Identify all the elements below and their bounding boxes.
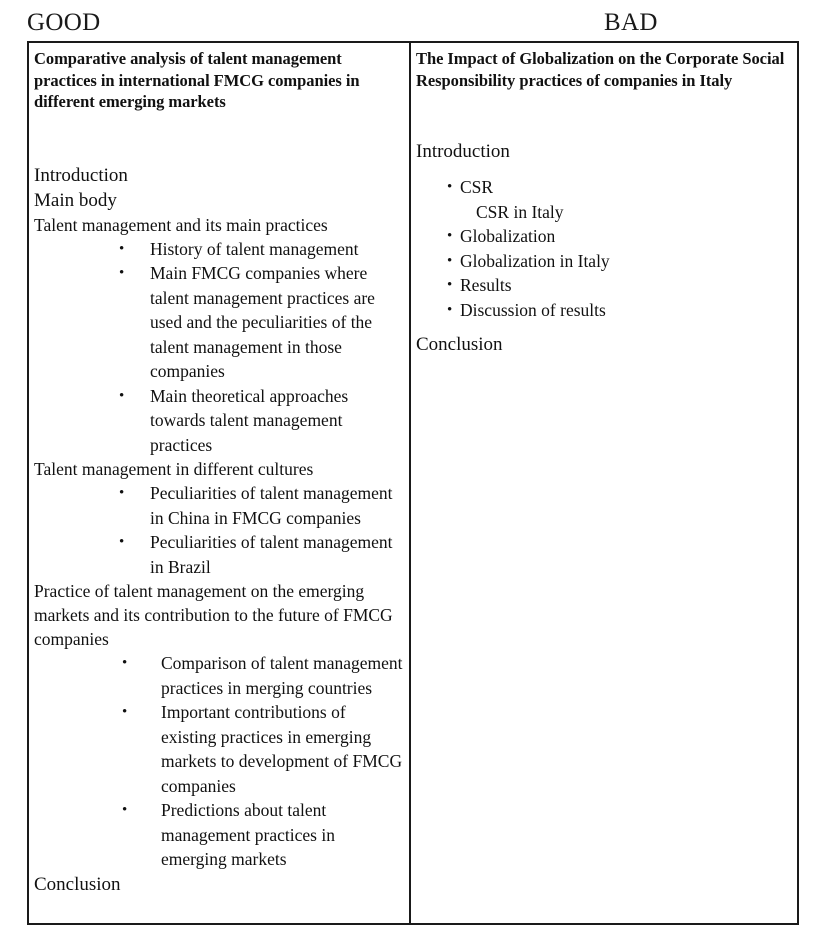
column-captions [0,8,823,40]
good-section-heading-2: Talent management in different cultures [34,459,314,479]
comparison-table [27,41,799,925]
bad-column-cell [411,43,797,923]
good-bullet-1-1: • History of talent management [150,238,359,259]
list-item [122,700,403,798]
list-item [447,175,791,200]
bad-sub-item: CSR in Italy [476,201,564,222]
bad-bullet-2: Globalization [460,226,556,246]
good-bullet-3-2: • Important contributions of existing practices in emerging markets to development of FMCG companies [161,702,403,796]
list-item [122,798,403,872]
bad-introduction-heading: Introduction [416,141,510,162]
good-bullet-3-1: • Comparison of talent management practices in merging countries [161,653,403,698]
list-item [447,273,791,298]
list-item [119,261,403,384]
good-bullet-list-1 [34,237,403,458]
list-item [119,237,403,262]
bad-bullet-5: Discussion of results [460,299,606,320]
good-section-heading-3: Practice of talent management on the emerging markets and its contribution to the future of FMCG companies [34,581,393,649]
bad-bullet-3: Globalization in Italy [460,250,610,271]
good-section-heading-1: Talent management and its main practices [34,214,328,235]
good-bullet-3-3: • Predictions about talent management practices in emerging markets [161,800,335,869]
bad-bullet-list [416,175,791,322]
bad-bullet-1: CSR [460,177,494,197]
good-conclusion-heading: Conclusion [34,873,121,895]
list-item [122,651,403,700]
good-bullet-list-2 [34,481,403,579]
good-column-cell [29,43,411,923]
good-title-gap [34,113,403,163]
good-bullet-1-2: • Main FMCG companies where talent management practices are used and the peculiarities of the talent management in those companies [150,263,375,381]
good-bullet-2-2: • Peculiarities of talent management in Brazil [150,532,393,577]
bad-title-gap [416,91,791,139]
bad-list-spacer-bottom [416,322,791,332]
caption-bad: BAD [604,9,658,36]
list-item [447,298,791,323]
good-bullet-list-3 [34,651,403,872]
good-document-title: Comparative analysis of talent management practices in international FMCG companies in different emerging markets [34,49,360,111]
list-item [119,530,403,579]
good-main-body-heading: Main body [34,189,117,211]
bad-conclusion-heading: Conclusion [416,334,503,355]
good-bullet-2-1: • Peculiarities of talent management in China in FMCG companies [150,483,393,528]
list-item [119,481,403,530]
list-item [119,384,403,458]
good-bullet-1-3: • Main theoretical approaches towards talent management practices [150,385,349,455]
list-item [447,224,791,249]
bad-document-title: The Impact of Globalization on the Corporate Social Responsibility practices of companies in Italy [416,49,785,90]
bad-bullet-4: Results [460,275,512,295]
list-item [447,249,791,274]
caption-good: GOOD [27,9,101,36]
good-introduction-heading: Introduction [34,164,128,186]
bad-list-spacer-top [416,164,791,175]
